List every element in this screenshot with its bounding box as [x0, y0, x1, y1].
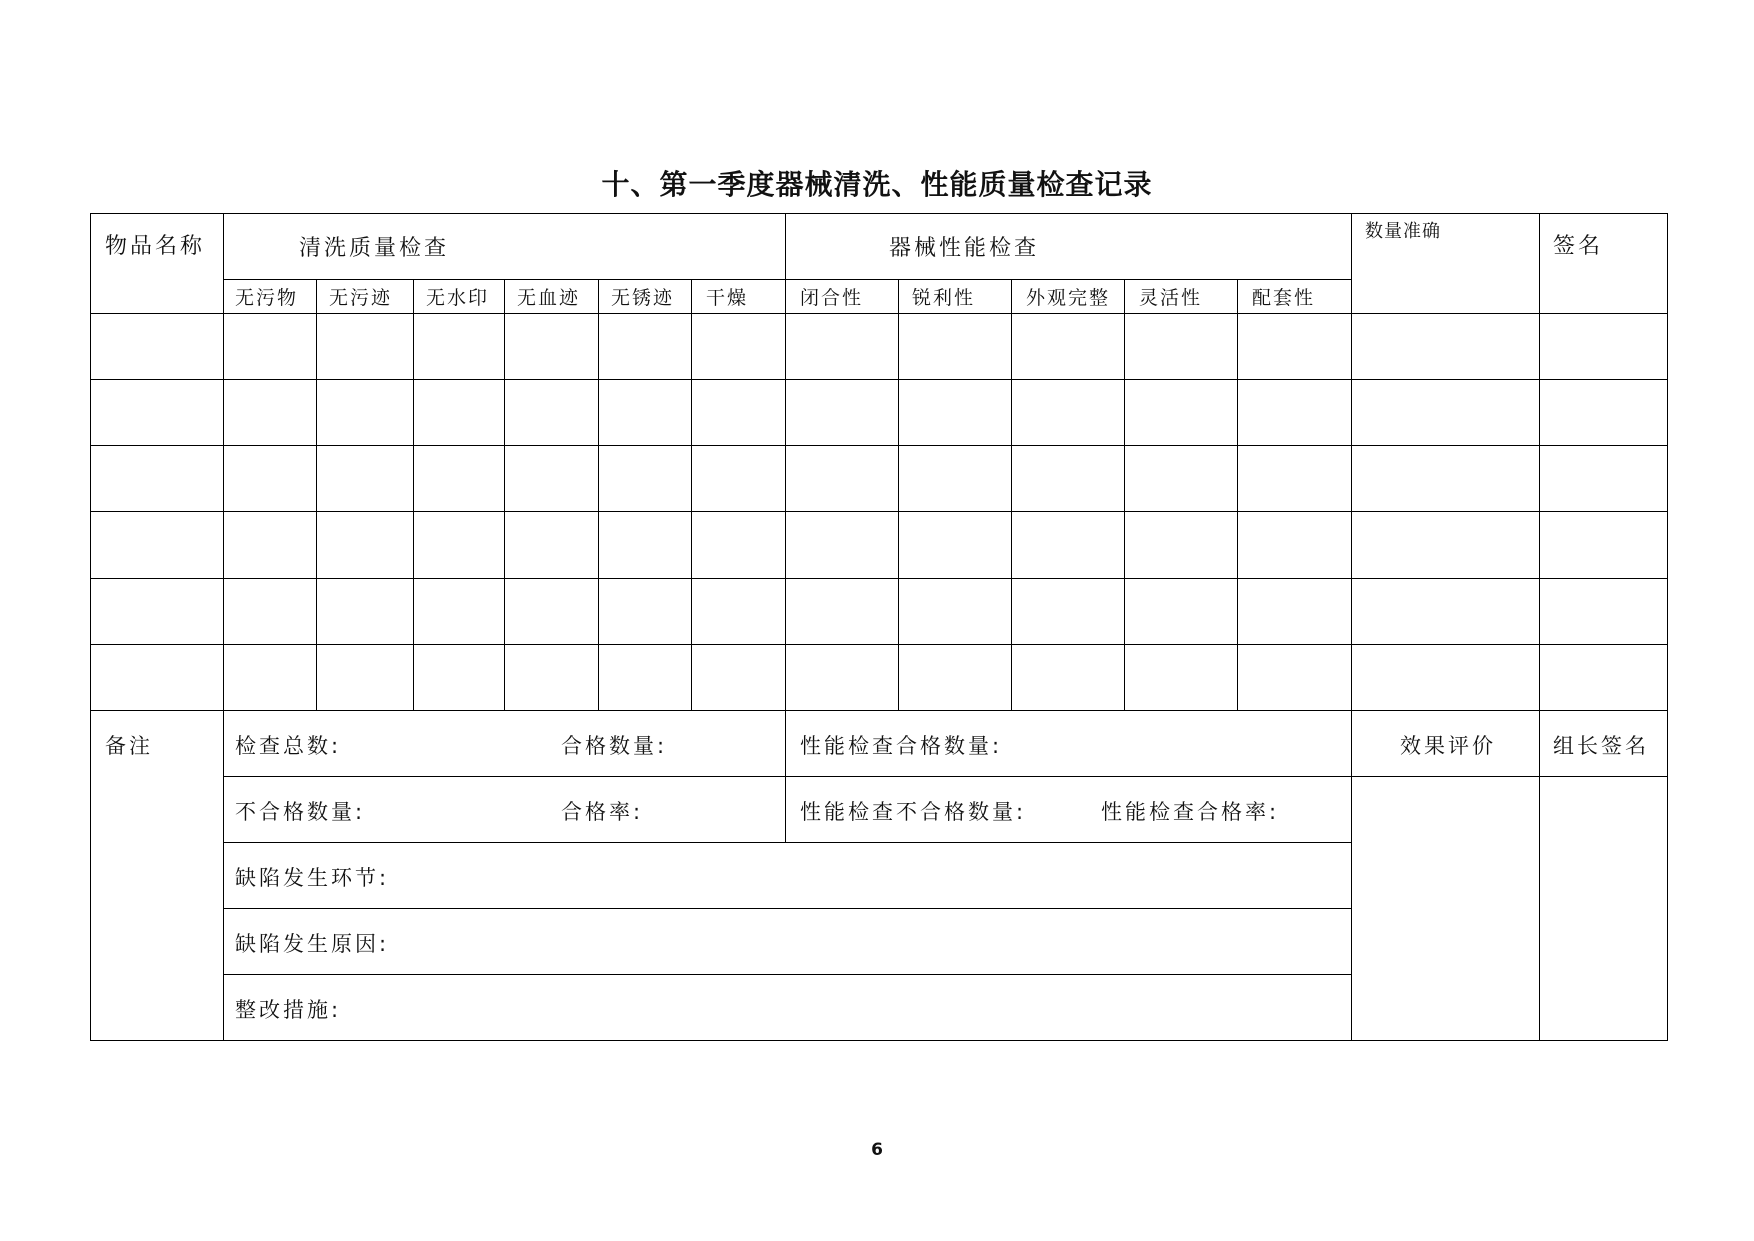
- header-performance-item: 配套性: [1252, 287, 1316, 309]
- column-divider-line: [1351, 213, 1352, 1041]
- column-divider-line: [691, 279, 692, 710]
- header-cleaning-item: 无血迹: [517, 287, 581, 309]
- header-performance-item: 外观完整: [1026, 287, 1111, 309]
- page-number: 6: [871, 1140, 883, 1160]
- notes-divider-line: [223, 908, 1351, 909]
- header-bottom-line: [90, 313, 1668, 314]
- row-divider-line: [90, 578, 1668, 579]
- notes-divider-line: [223, 842, 1351, 843]
- unqualified-count-label: 不合格数量:: [235, 800, 366, 824]
- header-item-name: 物品名称: [105, 234, 206, 259]
- column-divider-line: [413, 279, 414, 710]
- data-bottom-line: [90, 710, 1668, 711]
- row-divider-line: [90, 511, 1668, 512]
- column-divider-line: [504, 279, 505, 710]
- qualified-rate-label: 合格率:: [561, 800, 644, 824]
- header-cleaning-item: 无污物: [235, 287, 299, 309]
- column-divider-line: [1124, 279, 1125, 710]
- defect-stage-label: 缺陷发生环节:: [235, 866, 390, 890]
- header-performance-item: 锐利性: [912, 287, 976, 309]
- column-divider-line: [785, 213, 786, 842]
- notes-divider-line: [223, 776, 1668, 777]
- column-divider-line: [1237, 279, 1238, 710]
- performance-unqualified-count-label: 性能检查不合格数量:: [800, 800, 1027, 824]
- column-divider-line: [223, 213, 224, 1041]
- notes-label: 备注: [105, 734, 153, 758]
- header-quantity-accurate: 数量准确: [1365, 221, 1441, 242]
- header-cleaning-item: 干燥: [706, 287, 749, 309]
- notes-divider-line: [223, 974, 1351, 975]
- defect-cause-label: 缺陷发生原因:: [235, 932, 390, 956]
- effect-evaluation-label: 效果评价: [1400, 734, 1496, 758]
- document-title: 十、第一季度器械清洗、性能质量检查记录: [601, 168, 1153, 201]
- header-signature: 签名: [1553, 234, 1604, 259]
- column-divider-line: [1539, 213, 1540, 1041]
- corrective-measures-label: 整改措施:: [235, 998, 342, 1022]
- table-outer-border: [90, 213, 1668, 1041]
- header-cleaning-item: 无水印: [426, 287, 490, 309]
- column-divider-line: [598, 279, 599, 710]
- total-inspected-label: 检查总数:: [235, 734, 342, 758]
- column-divider-line: [898, 279, 899, 710]
- header-performance-group: 器械性能检查: [889, 236, 1040, 261]
- header-divider-line: [223, 279, 1351, 280]
- column-divider-line: [316, 279, 317, 710]
- header-cleaning-item: 无污迹: [329, 287, 393, 309]
- header-cleaning-group: 清洗质量检查: [299, 236, 450, 261]
- header-performance-item: 灵活性: [1139, 287, 1203, 309]
- performance-qualified-rate-label: 性能检查合格率:: [1101, 800, 1280, 824]
- qualified-count-label: 合格数量:: [561, 734, 668, 758]
- header-performance-item: 闭合性: [800, 287, 864, 309]
- leader-signature-label: 组长签名: [1553, 734, 1649, 758]
- performance-qualified-count-label: 性能检查合格数量:: [800, 734, 1003, 758]
- header-cleaning-item: 无锈迹: [611, 287, 675, 309]
- row-divider-line: [90, 644, 1668, 645]
- row-divider-line: [90, 379, 1668, 380]
- column-divider-line: [1011, 279, 1012, 710]
- row-divider-line: [90, 445, 1668, 446]
